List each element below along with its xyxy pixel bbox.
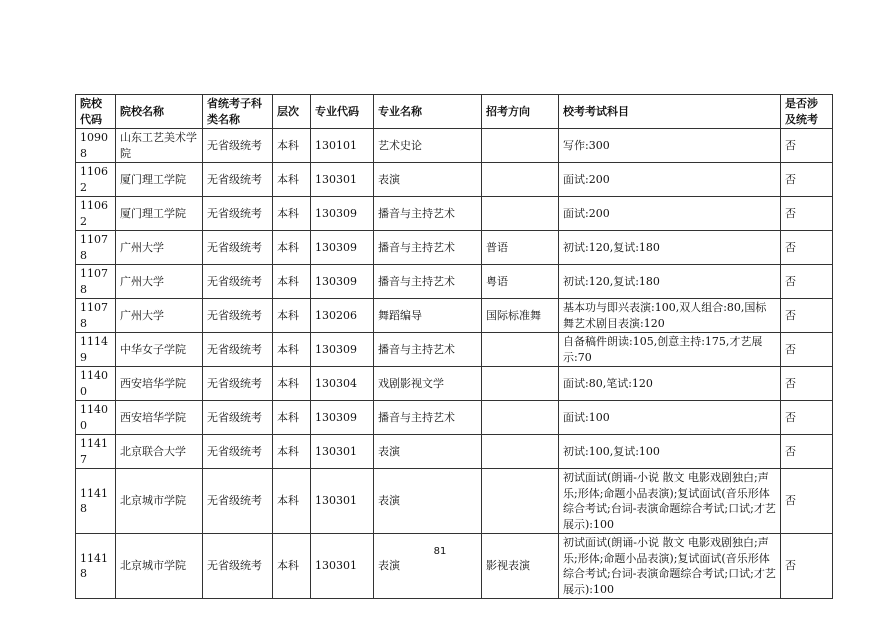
- cell-school-code: 11418: [76, 469, 116, 534]
- table-row: [76, 129, 833, 163]
- cell-level: 本科: [273, 299, 311, 333]
- cell-unified-exam: 否: [781, 129, 833, 163]
- cell-exam-subjects: 初试:120,复试:180: [559, 231, 781, 265]
- cell-school-name: 厦门理工学院: [116, 197, 203, 231]
- table-header-row: [76, 95, 833, 129]
- cell-school-name: 北京城市学院: [116, 534, 203, 599]
- cell-exam-category: 无省级统考: [203, 333, 273, 367]
- cell-exam-subjects: 初试:100,复试:100: [559, 435, 781, 469]
- cell-major-name: 播音与主持艺术: [374, 265, 482, 299]
- cell-direction: [482, 469, 559, 534]
- table-row: [76, 231, 833, 265]
- cell-exam-category: 无省级统考: [203, 469, 273, 534]
- cell-school-name: 西安培华学院: [116, 401, 203, 435]
- cell-level: 本科: [273, 231, 311, 265]
- cell-exam-category: 无省级统考: [203, 299, 273, 333]
- cell-school-name: 山东工艺美术学院: [116, 129, 203, 163]
- cell-school-code: 11062: [76, 197, 116, 231]
- cell-school-code: 11400: [76, 367, 116, 401]
- cell-major-code: 130309: [311, 265, 374, 299]
- cell-school-code: 11149: [76, 333, 116, 367]
- cell-major-code: 130309: [311, 333, 374, 367]
- cell-level: 本科: [273, 333, 311, 367]
- table-row: [76, 469, 833, 534]
- cell-level: 本科: [273, 469, 311, 534]
- cell-exam-subjects: 面试:80,笔试:120: [559, 367, 781, 401]
- admissions-table: [75, 94, 833, 599]
- cell-major-code: 130206: [311, 299, 374, 333]
- cell-exam-category: 无省级统考: [203, 265, 273, 299]
- cell-direction: [482, 435, 559, 469]
- cell-direction: [482, 333, 559, 367]
- cell-level: 本科: [273, 534, 311, 599]
- cell-unified-exam: 否: [781, 231, 833, 265]
- cell-unified-exam: 否: [781, 197, 833, 231]
- table-row: [76, 367, 833, 401]
- cell-major-code: 130304: [311, 367, 374, 401]
- cell-direction: 影视表演: [482, 534, 559, 599]
- cell-level: 本科: [273, 129, 311, 163]
- cell-major-name: 播音与主持艺术: [374, 333, 482, 367]
- cell-major-name: 戏剧影视文学: [374, 367, 482, 401]
- cell-school-name: 西安培华学院: [116, 367, 203, 401]
- cell-exam-subjects: 基本功与即兴表演:100,双人组合:80,国标舞艺术剧目表演:120: [559, 299, 781, 333]
- header-major-code: 专业代码: [311, 95, 374, 129]
- cell-school-code: 11418: [76, 534, 116, 599]
- header-school-name: 院校名称: [116, 95, 203, 129]
- cell-school-name: 北京联合大学: [116, 435, 203, 469]
- cell-unified-exam: 否: [781, 265, 833, 299]
- cell-unified-exam: 否: [781, 299, 833, 333]
- cell-direction: 普语: [482, 231, 559, 265]
- table-row: [76, 333, 833, 367]
- cell-school-code: 11417: [76, 435, 116, 469]
- header-level: 层次: [273, 95, 311, 129]
- cell-level: 本科: [273, 401, 311, 435]
- cell-exam-subjects: 面试:100: [559, 401, 781, 435]
- cell-major-code: 130309: [311, 197, 374, 231]
- cell-unified-exam: 否: [781, 367, 833, 401]
- cell-unified-exam: 否: [781, 534, 833, 599]
- cell-exam-category: 无省级统考: [203, 163, 273, 197]
- cell-exam-subjects: 面试:200: [559, 197, 781, 231]
- cell-school-code: 11078: [76, 299, 116, 333]
- cell-unified-exam: 否: [781, 333, 833, 367]
- page-number: 81: [433, 546, 447, 557]
- cell-school-code: 11078: [76, 231, 116, 265]
- cell-level: 本科: [273, 163, 311, 197]
- cell-school-name: 广州大学: [116, 231, 203, 265]
- cell-unified-exam: 否: [781, 401, 833, 435]
- header-exam-subjects: 校考考试科目: [559, 95, 781, 129]
- header-school-code: 院校代码: [76, 95, 116, 129]
- cell-major-name: 表演: [374, 163, 482, 197]
- cell-exam-subjects: 自备稿件朗读:105,创意主持:175,才艺展示:70: [559, 333, 781, 367]
- header-major-name: 专业名称: [374, 95, 482, 129]
- cell-exam-category: 无省级统考: [203, 129, 273, 163]
- cell-exam-subjects: 写作:300: [559, 129, 781, 163]
- cell-major-name: 播音与主持艺术: [374, 197, 482, 231]
- cell-exam-subjects: 初试面试(朗诵-小说 散文 电影戏剧独白;声乐;形体;命题小品表演);复试面试(音乐形体综合考试;台词-表演命题综合考试;口试;才艺展示):100: [559, 469, 781, 534]
- cell-unified-exam: 否: [781, 163, 833, 197]
- cell-level: 本科: [273, 435, 311, 469]
- cell-direction: [482, 163, 559, 197]
- cell-school-name: 广州大学: [116, 265, 203, 299]
- cell-exam-category: 无省级统考: [203, 197, 273, 231]
- header-direction: 招考方向: [482, 95, 559, 129]
- cell-major-code: 130101: [311, 129, 374, 163]
- table-row: [76, 163, 833, 197]
- header-exam-category: 省统考子科类名称: [203, 95, 273, 129]
- cell-direction: [482, 401, 559, 435]
- cell-level: 本科: [273, 197, 311, 231]
- table-row: [76, 265, 833, 299]
- cell-major-code: 130301: [311, 163, 374, 197]
- cell-school-code: 11400: [76, 401, 116, 435]
- cell-school-code: 11078: [76, 265, 116, 299]
- cell-exam-category: 无省级统考: [203, 435, 273, 469]
- cell-level: 本科: [273, 367, 311, 401]
- cell-direction: [482, 129, 559, 163]
- cell-major-code: 130301: [311, 469, 374, 534]
- cell-exam-category: 无省级统考: [203, 534, 273, 599]
- cell-exam-subjects: 面试:200: [559, 163, 781, 197]
- cell-exam-category: 无省级统考: [203, 367, 273, 401]
- cell-direction: [482, 197, 559, 231]
- cell-school-code: 10908: [76, 129, 116, 163]
- cell-major-name: 舞蹈编导: [374, 299, 482, 333]
- cell-major-name: 播音与主持艺术: [374, 231, 482, 265]
- cell-exam-subjects: 初试面试(朗诵-小说 散文 电影戏剧独白;声乐;形体;命题小品表演);复试面试(音乐形体综合考试;台词-表演命题综合考试;口试;才艺展示):100: [559, 534, 781, 599]
- cell-unified-exam: 否: [781, 469, 833, 534]
- cell-major-code: 130301: [311, 435, 374, 469]
- cell-school-name: 北京城市学院: [116, 469, 203, 534]
- table-body: [76, 129, 833, 599]
- cell-major-code: 130309: [311, 401, 374, 435]
- cell-major-code: 130301: [311, 534, 374, 599]
- cell-major-name: 艺术史论: [374, 129, 482, 163]
- cell-major-name: 表演: [374, 435, 482, 469]
- cell-exam-category: 无省级统考: [203, 401, 273, 435]
- table-row: [76, 197, 833, 231]
- cell-school-code: 11062: [76, 163, 116, 197]
- table-row: [76, 299, 833, 333]
- table-row: [76, 435, 833, 469]
- cell-level: 本科: [273, 265, 311, 299]
- cell-direction: 粤语: [482, 265, 559, 299]
- cell-exam-subjects: 初试:120,复试:180: [559, 265, 781, 299]
- table-row: [76, 534, 833, 599]
- cell-exam-category: 无省级统考: [203, 231, 273, 265]
- cell-unified-exam: 否: [781, 435, 833, 469]
- cell-major-name: 表演: [374, 469, 482, 534]
- cell-direction: 国际标准舞: [482, 299, 559, 333]
- cell-direction: [482, 367, 559, 401]
- cell-school-name: 厦门理工学院: [116, 163, 203, 197]
- cell-school-name: 广州大学: [116, 299, 203, 333]
- header-unified-exam: 是否涉及统考: [781, 95, 833, 129]
- cell-school-name: 中华女子学院: [116, 333, 203, 367]
- cell-major-name: 表演: [374, 534, 482, 599]
- cell-major-code: 130309: [311, 231, 374, 265]
- table-row: [76, 401, 833, 435]
- cell-major-name: 播音与主持艺术: [374, 401, 482, 435]
